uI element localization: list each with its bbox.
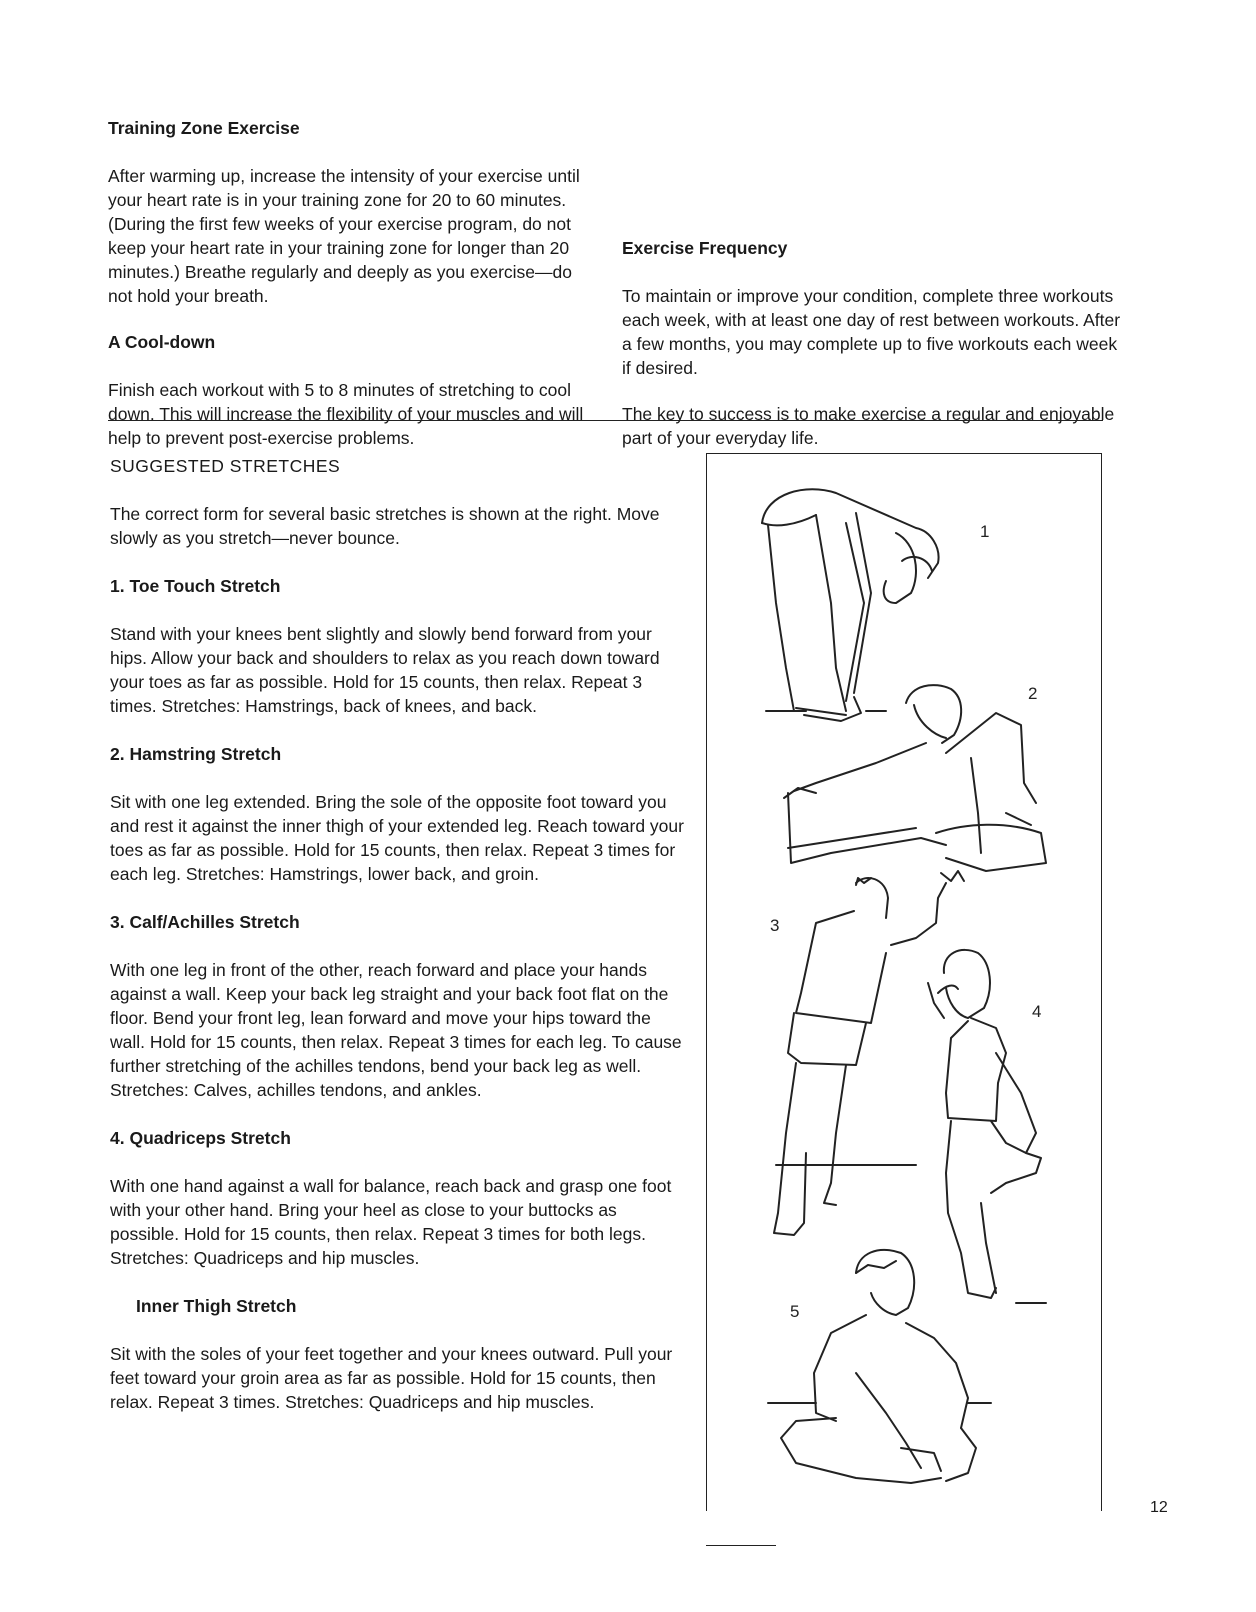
frequency-heading: Exercise Frequency bbox=[622, 238, 788, 258]
suggested-stretches-section bbox=[110, 454, 690, 1414]
figure-frame-bottom-line bbox=[706, 1545, 776, 1546]
stretch-1-heading: 1. Toe Touch Stretch bbox=[110, 576, 281, 596]
frequency-body: To maintain or improve your condition, complete three workouts each week, with at least one day of rest between workouts. After a few months, you may complete up to five workouts each week if desired. bbox=[622, 286, 1121, 378]
stretch-5-body: Sit with the soles of your feet together and your knees outward. Pull your feet toward your groin area as far as possible. Hold for 15 counts, then relax. Repeat 3 times. Stretches: Quadriceps and hip muscles. bbox=[110, 1344, 673, 1412]
stretch-3-body: With one leg in front of the other, reach forward and place your hands against a wall. Keep your back leg straight and your back foot flat on the floor. Bend your front leg, lean forward and move your hips toward the wall. Hold for 15 counts, then relax. Repeat 3 times for each leg. To cause further stretching of the achilles tendons, bend your back leg as well. Stretches: Calves, achilles tendons, and ankles. bbox=[110, 960, 682, 1100]
figure-label-3: 3 bbox=[770, 916, 780, 935]
stretch-4-heading: 4. Quadriceps Stretch bbox=[110, 1128, 291, 1148]
training-zone-heading: Training Zone Exercise bbox=[108, 118, 300, 138]
page-number: 12 bbox=[1150, 1499, 1168, 1516]
figure-label-4: 4 bbox=[1032, 1002, 1042, 1021]
frequency-key-text: The key to success is to make exercise a regular and enjoyable part of your everyday life. bbox=[622, 404, 1115, 448]
exercise-frequency-section bbox=[622, 236, 1122, 450]
hamstring-figure bbox=[784, 685, 1046, 871]
quadriceps-figure bbox=[928, 950, 1046, 1303]
stretch-2-heading: 2. Hamstring Stretch bbox=[110, 744, 282, 764]
cooldown-heading: A Cool-down bbox=[108, 332, 216, 352]
cooldown-body: Finish each workout with 5 to 8 minutes of stretching to cool down. This will increase the flexibility of your muscles and will help to prevent post-exercise problems. bbox=[108, 380, 584, 448]
calf-achilles-figure bbox=[774, 871, 964, 1235]
section-divider bbox=[108, 420, 1103, 421]
stretches-intro: The correct form for several basic stretches is shown at the right. Move slowly as you stretch—never bounce. bbox=[110, 504, 660, 548]
stretches-illustration bbox=[706, 453, 1100, 1510]
stretch-3-heading: 3. Calf/Achilles Stretch bbox=[110, 912, 300, 932]
training-zone-section bbox=[108, 116, 598, 450]
toe-touch-figure bbox=[762, 489, 939, 721]
figure-label-2: 2 bbox=[1028, 684, 1038, 703]
training-zone-body: After warming up, increase the intensity of your exercise until your heart rate is in your training zone for 20 to 60 minutes. (During the first few weeks of your exercise program, do not keep your heart rate in your training zone for longer than 20 minutes.) Breathe regularly and deeply as you exercise—do not hold your breath. bbox=[108, 166, 580, 306]
stretch-4-body: With one hand against a wall for balance, reach back and grasp one foot with your other hand. Bring your heel as close to your buttocks as possible. Hold for 15 counts, then relax. Repeat 3 times for both legs. Stretches: Quadriceps and hip muscles. bbox=[110, 1176, 672, 1268]
stretch-5-heading: Inner Thigh Stretch bbox=[136, 1296, 297, 1316]
figure-label-5: 5 bbox=[790, 1302, 800, 1321]
inner-thigh-figure bbox=[768, 1250, 991, 1483]
stretch-1-body: Stand with your knees bent slightly and slowly bend forward from your hips. Allow your back and shoulders to relax as you reach down toward your toes as far as possible. Hold for 15 counts, then relax. Repeat 3 times. Stretches: Hamstrings, back of knees, and back. bbox=[110, 624, 660, 716]
stretch-2-body: Sit with one leg extended. Bring the sole of the opposite foot toward you and rest it against the inner thigh of your extended leg. Reach toward your toes as far as possible. Hold for 15 counts, then relax. Repeat 3 times for each leg. Stretches: Hamstrings, lower back, and groin. bbox=[110, 792, 684, 884]
figure-label-1: 1 bbox=[980, 522, 990, 541]
stretches-title: SUGGESTED STRETCHES bbox=[110, 456, 341, 476]
